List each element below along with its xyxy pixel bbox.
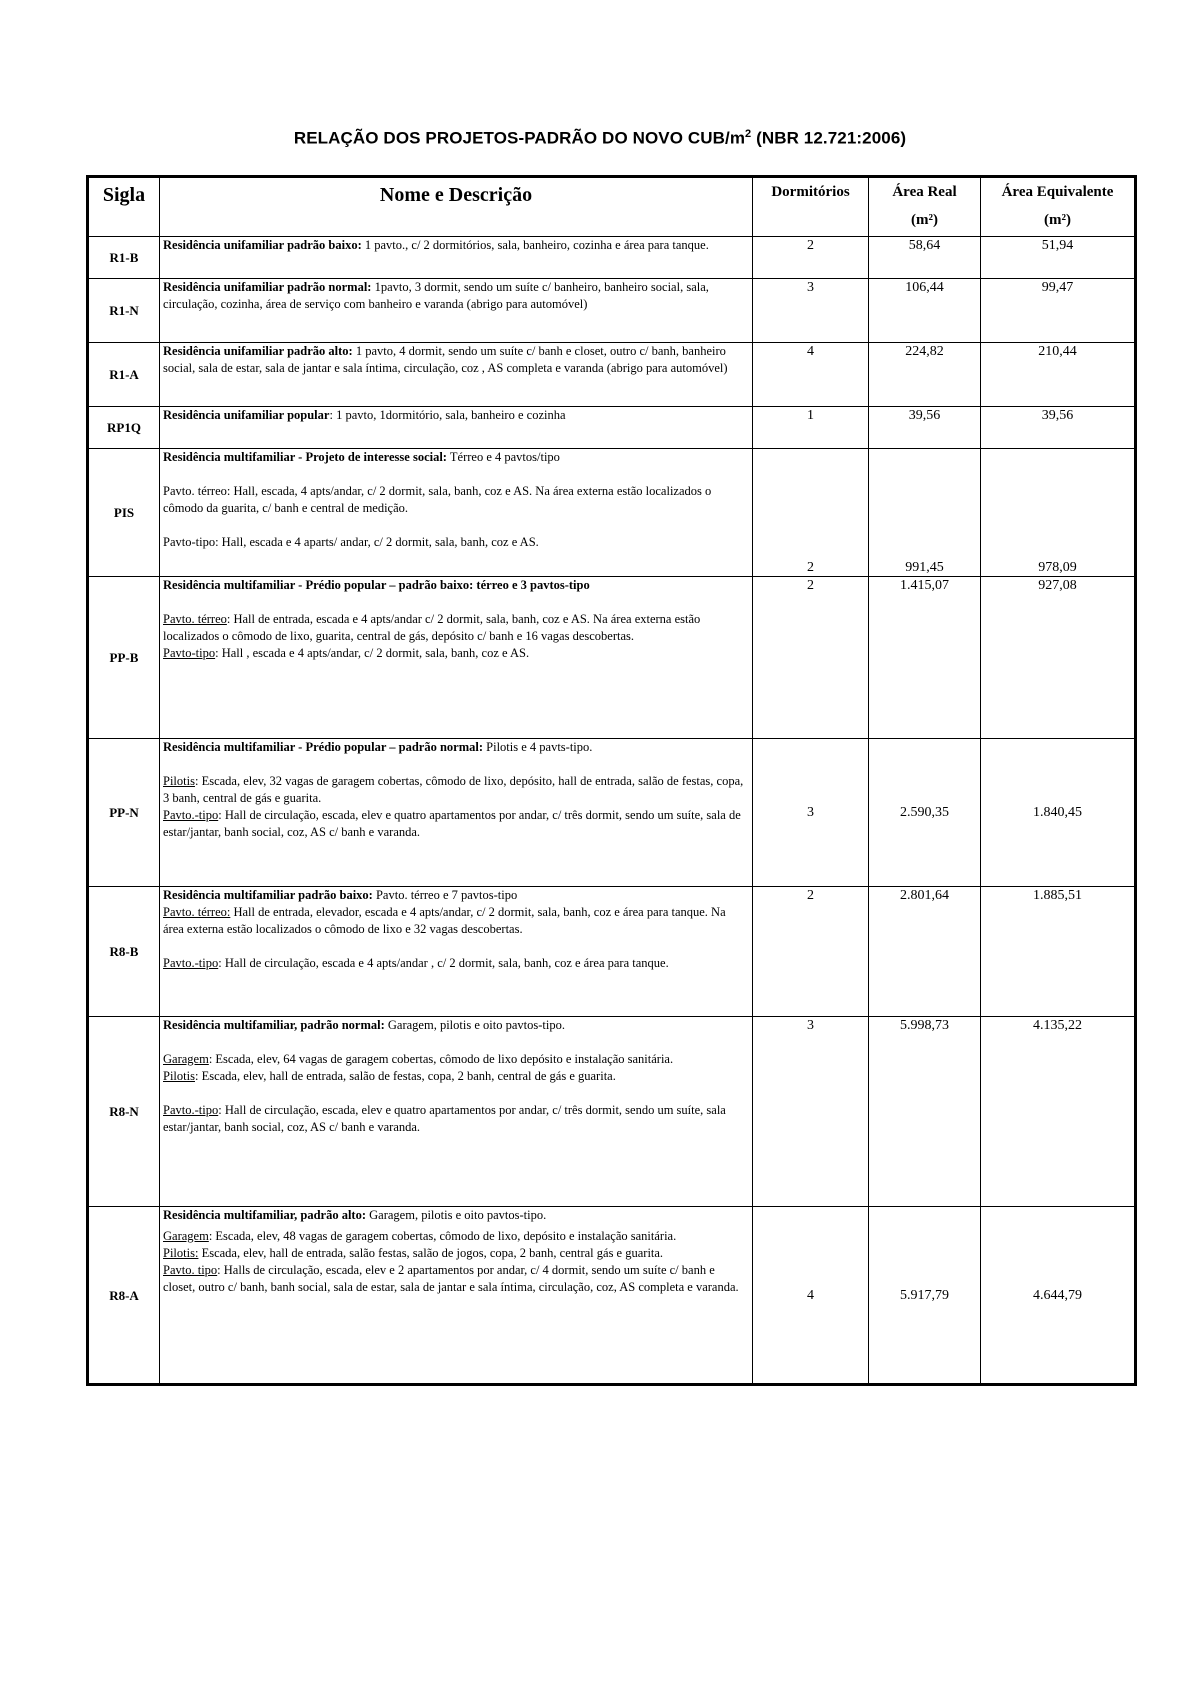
description-paragraph — [163, 1051, 749, 1068]
description-label: Garagem — [163, 1052, 209, 1066]
cell-sigla: RP1Q — [88, 407, 160, 449]
description-heading: Residência multifamiliar, padrão alto: — [163, 1208, 367, 1222]
description-label: Pavto-tipo — [163, 646, 216, 660]
cell-area-equivalente: 978,09 — [981, 449, 1136, 577]
description-paragraph — [163, 237, 749, 254]
description-paragraph — [163, 773, 749, 807]
cell-description — [160, 577, 753, 739]
cell-sigla: PIS — [88, 449, 160, 577]
cell-area-equivalente: 4.644,79 — [981, 1207, 1136, 1385]
header-area-equivalente-unit: (m²) — [1044, 212, 1071, 228]
description-heading: Residência multifamiliar - Prédio popular – padrão baixo: térreo e 3 pavtos-tipo — [163, 578, 590, 592]
description-paragraph — [163, 955, 749, 972]
description-label: Pavto.-tipo — [163, 808, 219, 822]
description-text: Garagem, pilotis e oito pavtos-tipo. — [366, 1208, 547, 1222]
table-body — [88, 237, 1136, 1385]
description-paragraph — [163, 279, 749, 313]
cell-sigla: R1-A — [88, 343, 160, 407]
cell-sigla: R8-N — [88, 1017, 160, 1207]
description-text: : Escada, elev, 64 vagas de garagem cobertas, cômodo de lixo depósito e instalação sanitária. — [208, 1052, 674, 1066]
description-label: Garagem — [163, 1229, 209, 1243]
cell-area-equivalente: 39,56 — [981, 407, 1136, 449]
page-title — [0, 128, 1200, 149]
cell-area-equivalente: 51,94 — [981, 237, 1136, 279]
description-paragraph — [163, 1068, 749, 1085]
description-label: Pilotis — [163, 774, 195, 788]
cell-area-equivalente: 927,08 — [981, 577, 1136, 739]
description-paragraph — [163, 1245, 749, 1262]
description-text: : Escada, elev, 48 vagas de garagem cobertas, cômodo de lixo, depósito e instalação sanitária. — [208, 1229, 677, 1243]
description-text: : Halls de circulação, escada, elev e 2 apartamentos por andar, c/ 4 dormit, sendo um suíte c/ banh e closet, outro c/ banh, banh social, sala de estar, sala de jantar e sala íntima, circulação, coz, AS completa e varanda. — [163, 1263, 739, 1294]
cell-dormitorios: 4 — [753, 1207, 869, 1385]
description-label: Pilotis: — [163, 1246, 199, 1260]
description-text: Pavto-tipo: Hall, escada e 4 aparts/ andar, c/ 2 dormit, sala, banh, coz e AS. — [163, 535, 539, 549]
cell-description — [160, 739, 753, 887]
paragraph-spacer — [163, 1034, 749, 1051]
cell-description — [160, 237, 753, 279]
description-label: Pavto. tipo — [163, 1263, 218, 1277]
description-paragraph — [163, 343, 749, 377]
description-paragraph — [163, 1017, 749, 1034]
cell-description — [160, 407, 753, 449]
description-heading: Residência unifamiliar padrão normal: — [163, 280, 372, 294]
header-area-equivalente-label: Área Equivalente — [1001, 184, 1114, 200]
cell-description — [160, 1017, 753, 1207]
description-heading: Residência multifamiliar padrão baixo: — [163, 888, 373, 902]
description-text: Escada, elev, hall de entrada, salão festas, salão de jogos, copa, 2 banh, central gás e guarita. — [198, 1246, 664, 1260]
cell-sigla: R8-A — [88, 1207, 160, 1385]
cell-area-real: 58,64 — [869, 237, 981, 279]
description-paragraph — [163, 739, 749, 756]
description-paragraph — [163, 904, 749, 938]
paragraph-spacer — [163, 1085, 749, 1102]
table-row — [88, 887, 1136, 1017]
cell-area-real: 39,56 — [869, 407, 981, 449]
paragraph-spacer — [163, 756, 749, 773]
cell-sigla: R8-B — [88, 887, 160, 1017]
description-paragraph — [163, 1228, 749, 1245]
cell-area-real: 224,82 — [869, 343, 981, 407]
header-dormitorios: Dormitórios — [753, 177, 869, 237]
cell-sigla: R1-N — [88, 279, 160, 343]
description-text: : Hall , escada e 4 apts/andar, c/ 2 dormit, sala, banh, coz e AS. — [215, 646, 530, 660]
title-tail: (NBR 12.721:2006) — [751, 128, 907, 148]
cell-sigla: PP-N — [88, 739, 160, 887]
description-label: Pavto. térreo: — [163, 905, 231, 919]
description-paragraph — [163, 1207, 749, 1224]
cell-area-equivalente: 1.885,51 — [981, 887, 1136, 1017]
title-main: RELAÇÃO DOS PROJETOS-PADRÃO DO NOVO CUB/m — [293, 128, 746, 148]
description-label: Pavto.-tipo — [163, 956, 219, 970]
description-heading: Residência unifamiliar padrão alto: — [163, 344, 353, 358]
table-header-row — [88, 177, 1136, 237]
cell-area-equivalente: 210,44 — [981, 343, 1136, 407]
table-row — [88, 449, 1136, 577]
description-text: : 1 pavto, 1dormitório, sala, banheiro e cozinha — [329, 408, 566, 422]
description-paragraph — [163, 1102, 749, 1136]
cell-area-real: 1.415,07 — [869, 577, 981, 739]
description-text: 1pavto, 3 dormit, sendo um suíte c/ banheiro, banheiro social, sala, circulação, cozinha, área de serviço com banheiro e varanda (abrigo para automóvel) — [163, 280, 709, 311]
description-text: Hall de entrada, elevador, escada e 4 apts/andar, c/ 2 dormit, sala, banh, coz e área para tanque. Na área externa estão localizados o cômodo de lixo e 32 vagas descobertas. — [163, 905, 726, 936]
table-row — [88, 407, 1136, 449]
table-row — [88, 279, 1136, 343]
cell-description — [160, 1207, 753, 1385]
cell-description — [160, 343, 753, 407]
description-text: Pilotis e 4 pavts-tipo. — [483, 740, 593, 754]
description-text: Térreo e 4 pavtos/tipo — [446, 450, 560, 464]
cell-dormitorios: 2 — [753, 577, 869, 739]
header-area-real-unit: (m²) — [911, 212, 938, 228]
description-text: 1 pavto., c/ 2 dormitórios, sala, banheiro, cozinha e área para tanque. — [361, 238, 709, 252]
description-label: Pavto. térreo — [163, 612, 227, 626]
cell-area-real: 5.998,73 — [869, 1017, 981, 1207]
description-paragraph — [163, 449, 749, 466]
description-paragraph — [163, 483, 749, 517]
cell-dormitorios: 3 — [753, 1017, 869, 1207]
projects-table — [86, 175, 1137, 1386]
cell-area-equivalente: 99,47 — [981, 279, 1136, 343]
table-row — [88, 343, 1136, 407]
table-row — [88, 739, 1136, 887]
cell-area-real: 991,45 — [869, 449, 981, 577]
cell-area-equivalente: 4.135,22 — [981, 1017, 1136, 1207]
cell-dormitorios: 2 — [753, 237, 869, 279]
description-text: : Hall de circulação, escada, elev e quatro apartamentos por andar, c/ três dormit, sendo um suíte, sala estar/jantar, banh social, coz, AS c/ banh e varanda. — [163, 1103, 726, 1134]
description-paragraph — [163, 807, 749, 841]
cell-dormitorios: 3 — [753, 279, 869, 343]
title-superscript: 2 — [745, 128, 752, 140]
cell-area-real: 106,44 — [869, 279, 981, 343]
paragraph-spacer — [163, 466, 749, 483]
description-paragraph — [163, 577, 749, 594]
description-text: Pavto. térreo: Hall, escada, 4 apts/andar, c/ 2 dormit, sala, banh, coz e AS. Na área externa estão localizados o cômodo da guarita, c/ banh e central de medição. — [163, 484, 712, 515]
description-paragraph — [163, 887, 749, 904]
cell-description — [160, 279, 753, 343]
description-heading: Residência multifamiliar - Prédio popular – padrão normal: — [163, 740, 484, 754]
cell-dormitorios: 1 — [753, 407, 869, 449]
header-area-equivalente — [981, 177, 1136, 237]
description-text: : Hall de entrada, escada e 4 apts/andar c/ 2 dormit, sala, banh, coz e AS. Na área externa estão localizados o cômodo de lixo, guarita, central de gás, depósito c/ banh e 16 vagas descobertas. — [163, 612, 701, 643]
table-row — [88, 237, 1136, 279]
cell-area-real: 2.801,64 — [869, 887, 981, 1017]
description-paragraph — [163, 1262, 749, 1296]
header-nome: Nome e Descrição — [160, 177, 753, 237]
description-paragraph — [163, 611, 749, 645]
header-area-real — [869, 177, 981, 237]
description-text: : Hall de circulação, escada, elev e quatro apartamentos por andar, c/ três dormit, sendo um suíte, sala de estar/jantar, banh social, coz, AS c/ banh e varanda. — [163, 808, 741, 839]
cell-dormitorios: 2 — [753, 887, 869, 1017]
table-row — [88, 1017, 1136, 1207]
paragraph-spacer — [163, 594, 749, 611]
header-sigla: Sigla — [88, 177, 160, 237]
description-paragraph — [163, 534, 749, 551]
table-row — [88, 577, 1136, 739]
description-label: Pilotis — [163, 1069, 195, 1083]
description-text: 1 pavto, 4 dormit, sendo um suíte c/ banh e closet, outro c/ banh, banheiro social, sala de estar, sala de jantar e sala íntima, circulação, coz , AS completa e varanda (abrigo para automóvel) — [163, 344, 728, 375]
paragraph-spacer — [163, 938, 749, 955]
cell-area-equivalente: 1.840,45 — [981, 739, 1136, 887]
description-text: Pavto. térreo e 7 pavtos-tipo — [372, 888, 518, 902]
cell-sigla: PP-B — [88, 577, 160, 739]
description-text: Garagem, pilotis e oito pavtos-tipo. — [384, 1018, 565, 1032]
cell-dormitorios: 3 — [753, 739, 869, 887]
cell-dormitorios: 4 — [753, 343, 869, 407]
cell-dormitorios: 2 — [753, 449, 869, 577]
table-row — [88, 1207, 1136, 1385]
cell-description — [160, 449, 753, 577]
cell-area-real: 2.590,35 — [869, 739, 981, 887]
description-heading: Residência unifamiliar popular — [163, 408, 330, 422]
description-heading: Residência multifamiliar, padrão normal: — [163, 1018, 385, 1032]
cell-sigla: R1-B — [88, 237, 160, 279]
description-text: : Escada, elev, hall de entrada, salão de festas, copa, 2 banh, central de gás e guarita. — [194, 1069, 616, 1083]
description-heading: Residência unifamiliar padrão baixo: — [163, 238, 362, 252]
description-text: : Hall de circulação, escada e 4 apts/andar , c/ 2 dormit, sala, banh, coz e área para tanque. — [218, 956, 669, 970]
description-label: Pavto.-tipo — [163, 1103, 219, 1117]
header-area-real-label: Área Real — [892, 184, 957, 200]
paragraph-spacer — [163, 517, 749, 534]
description-text: : Escada, elev, 32 vagas de garagem cobertas, cômodo de lixo, depósito, hall de entrada, salão de festas, copa, 3 banh, central de gás e guarita. — [163, 774, 744, 805]
description-paragraph — [163, 645, 749, 662]
cell-area-real: 5.917,79 — [869, 1207, 981, 1385]
description-heading: Residência multifamiliar - Projeto de interesse social: — [163, 450, 447, 464]
description-paragraph — [163, 407, 749, 424]
cell-description — [160, 887, 753, 1017]
